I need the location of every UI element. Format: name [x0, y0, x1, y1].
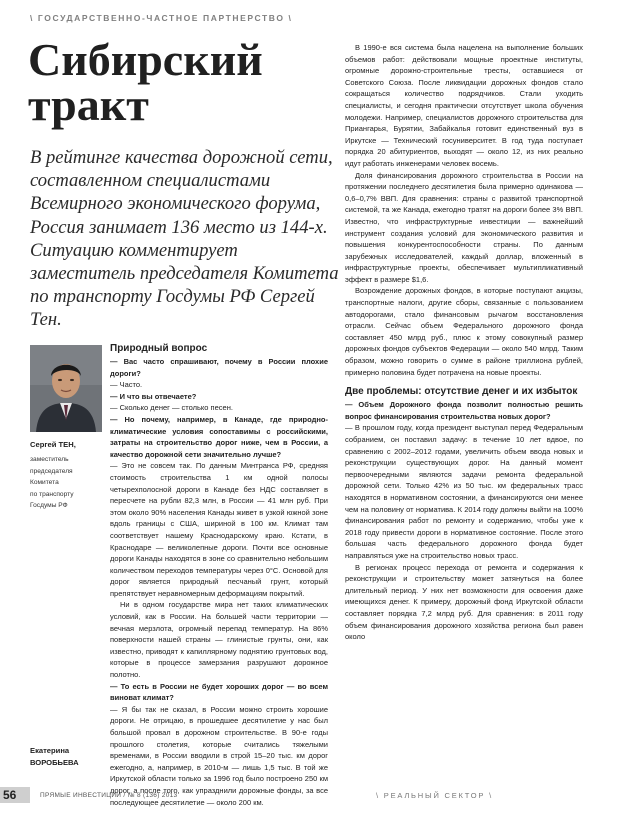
- paragraph: Доля финансирования дорожного строительства в России на протяжении последнего десятилетия была примерно одинакова — 0,6–0,7% ВВП. Для сравнения: страны с развитой транспортной системой, та же Канада, ежегодно тратят на дороги более 3% ВВП. Известно, что инфраструктурные инвестиции — важнейший инструмент создания условий для экономического развития и повышения конкурентоспособности страны. По данным зарубежных исследователей, каждый доллар, вложенный в инфраструктурные проекты, обеспечивает мультипликативный эффект в размере $1,6.: [345, 170, 583, 284]
- column-2: [345, 42, 583, 643]
- subheading: Природный вопрос: [110, 343, 208, 354]
- portrait-icon: [30, 345, 102, 432]
- caption-name: Сергей ТЕН,: [30, 440, 76, 449]
- column-2-body-a: [345, 42, 583, 378]
- caption-role: [30, 454, 108, 512]
- author-first-name: Екатерина: [30, 746, 70, 755]
- column-2-body-b: [345, 399, 583, 642]
- title-line-1: Сибирский: [28, 34, 263, 85]
- paragraph: В 1990-е вся система была нацелена на выполнение больших объемов работ: действовали мощные проектные институты, огромные дорожно-строительные тресты, оставшиеся от Советского Союза. После ликвидации дорожных фондов стало сокращаться количество подрядчиков. Стали уходить специалисты, и сегодня практически отсутствует школа обучения молодежи. Например, специалистов дорожного строительства для Приангарья, Бурятии, Забайкалья готовит единственный вуз в Иркутске — Технический госуниверситет. В год туда поступает порядка 20 абитуриентов, выходят — около 12, из них реально идут работать инженерами человек восемь.: [345, 43, 583, 168]
- interview-question: — То есть в России не будет хороших дорог — во всем виноват климат?: [110, 681, 328, 703]
- paragraph: Возрождение дорожных фондов, в которые поступают акцизы, транспортные налоги, другие сборы, связанные с пользованием автодорогами, стало финансовым рычагом восстановления отрасли. Сейчас объем Федерального дорожного фонда составляет 450 млрд руб., плюс к этому совокупный размер дорожных фондов субъектов Федерации — около 540 млрд. Таким образом, можно говорить о сумме в районе триллиона рублей, примерно половина будет потрачена на новые проекты.: [345, 286, 583, 377]
- caption-role-line: заместитель: [30, 456, 69, 463]
- column-1: [110, 343, 328, 808]
- article-title: [28, 34, 263, 130]
- magazine-issue: ПРЯМЫЕ ИНВЕСТИЦИИ / № 8 (136) 2013: [40, 792, 178, 799]
- paragraph: Ни в одном государстве мира нет таких климатических условий, как в России. На большей части территории — вечная мерзлота, огромный перепад температур. На 86% поверхности нашей страны — глинистые грунты, они, как известно, приводят к капиллярному поднятию грунтовых вод, которые в процессе замерзания разрушают дорожное полотно.: [110, 600, 328, 680]
- caption-role-line: Госдумы РФ: [30, 502, 68, 509]
- rubric: \ ГОСУДАРСТВЕННО-ЧАСТНОЕ ПАРТНЕРСТВО \: [30, 13, 293, 23]
- interview-question: — Объем Дорожного фонда позволит полностью решить вопрос финансирования строительства новых дорог?: [345, 400, 583, 421]
- section-name: \ РЕАЛЬНЫЙ СЕКТОР \: [376, 791, 493, 800]
- paragraph: — Часто.: [110, 380, 143, 390]
- title-line-2: тракт: [28, 79, 149, 130]
- lead-paragraph: В рейтинге качества дорожной сети, составленном специалистами Всемирного экономического форума, Россия занимает 136 место из 144-х. Ситуацию комментирует заместитель председателя Комитета по транспорту Госдумы РФ Сергей Тен.: [30, 147, 339, 331]
- caption-role-line: Комитета: [30, 479, 59, 486]
- subheading: Две проблемы: отсутствие денег и их избыток: [345, 386, 578, 398]
- interview-question: — Вас часто спрашивают, почему в России плохие дороги?: [110, 357, 328, 378]
- paragraph: — Я бы так не сказал, в России можно строить хорошие дороги. Не отрицаю, в прошедшее десятилетие у нас был большой провал в дорожном строительстве. В 90-е годы прошлого столетия, которые считались тяжелыми временами, в России вводили в строй 15–20 тыс. км дорог ежегодно, а, например, в 2010-м — лишь 1,5 тыс. В той же Иркутской области только за 1996 год было построено 250 км дорог, а после того, как упразднили дорожные фонды, за все последующее десятилетие — около 200 км.: [110, 704, 328, 807]
- paragraph: — В прошлом году, когда президент выступал перед Федеральным собранием, он поставил задачу: в течение 10 лет вдвое, по сравнению с 2002–2012 годами, увеличить объем ввода новых и реконструкции существующих дорог. На данный момент первоочередными являются задачи ремонта федеральной дорожной сети. Только 42% из 50 тыс. км федеральных трасс находятся в нормативном состоянии, а финансируются они менее чем на половину от норматива. К 2014 году должны выйти на 100% финансирования работ по ремонту и содержанию, чтобы уже к 2018 году привести дороги в нормативное состояние. После этого большая часть федерального дорожного фонда будет направляться уже на строительство новых трасс.: [345, 423, 583, 560]
- interview-question: — Но почему, например, в Канаде, где природно-климатические условия сопоставимы с российскими, затраты на строительство дорог ниже, чем в России, а качество дорожной сети значительно лучше?: [110, 414, 328, 459]
- paragraph: — Сколько денег — столько песен.: [110, 403, 233, 413]
- caption-role-line: по транспорту: [30, 490, 74, 498]
- caption-role-line: председателя: [30, 467, 73, 475]
- portrait-photo: [30, 345, 102, 432]
- author-last-name: ВОРОБЬЕВА: [30, 757, 79, 767]
- paragraph: — Это не совсем так. По данным Минтранса РФ, средняя стоимость строительства 1 км одной полосы четырехполосной дороги в Канаде без НДС составляет в пересчете на рубли 82,3 млн, в России — 41 млн руб. При этом около 90% населения Канады живет в узкой южной зоне вдоль границы с США, шириной в 100 км. Климат там соответствует нашему Краснодарскому краю. Кстати, в Краснодаре — великолепные дороги. Почти все основные дороги Канады находятся в зоне со сравнительно небольшим количеством переходов температуры через 0°С. Основой для дорог является природный песчаный грунт, который препятствует неравномерным деформациям покрытий.: [110, 461, 328, 598]
- paragraph: В регионах процесс перехода от ремонта и содержания к реконструкции и строительству может затянуться на более длительный период. У них нет возможности для освоения даже имеющихся денег. К примеру, дорожный фонд Иркутской области составляет порядка 7,2 млрд руб. Для сравнения: в 2011 году объем финансирования дорожного хозяйства региона был равен около: [345, 562, 583, 642]
- page-number: 56: [3, 788, 17, 802]
- column-1-body: [110, 356, 328, 808]
- interview-question: — И что вы отвечаете?: [110, 391, 197, 401]
- author: [30, 745, 79, 768]
